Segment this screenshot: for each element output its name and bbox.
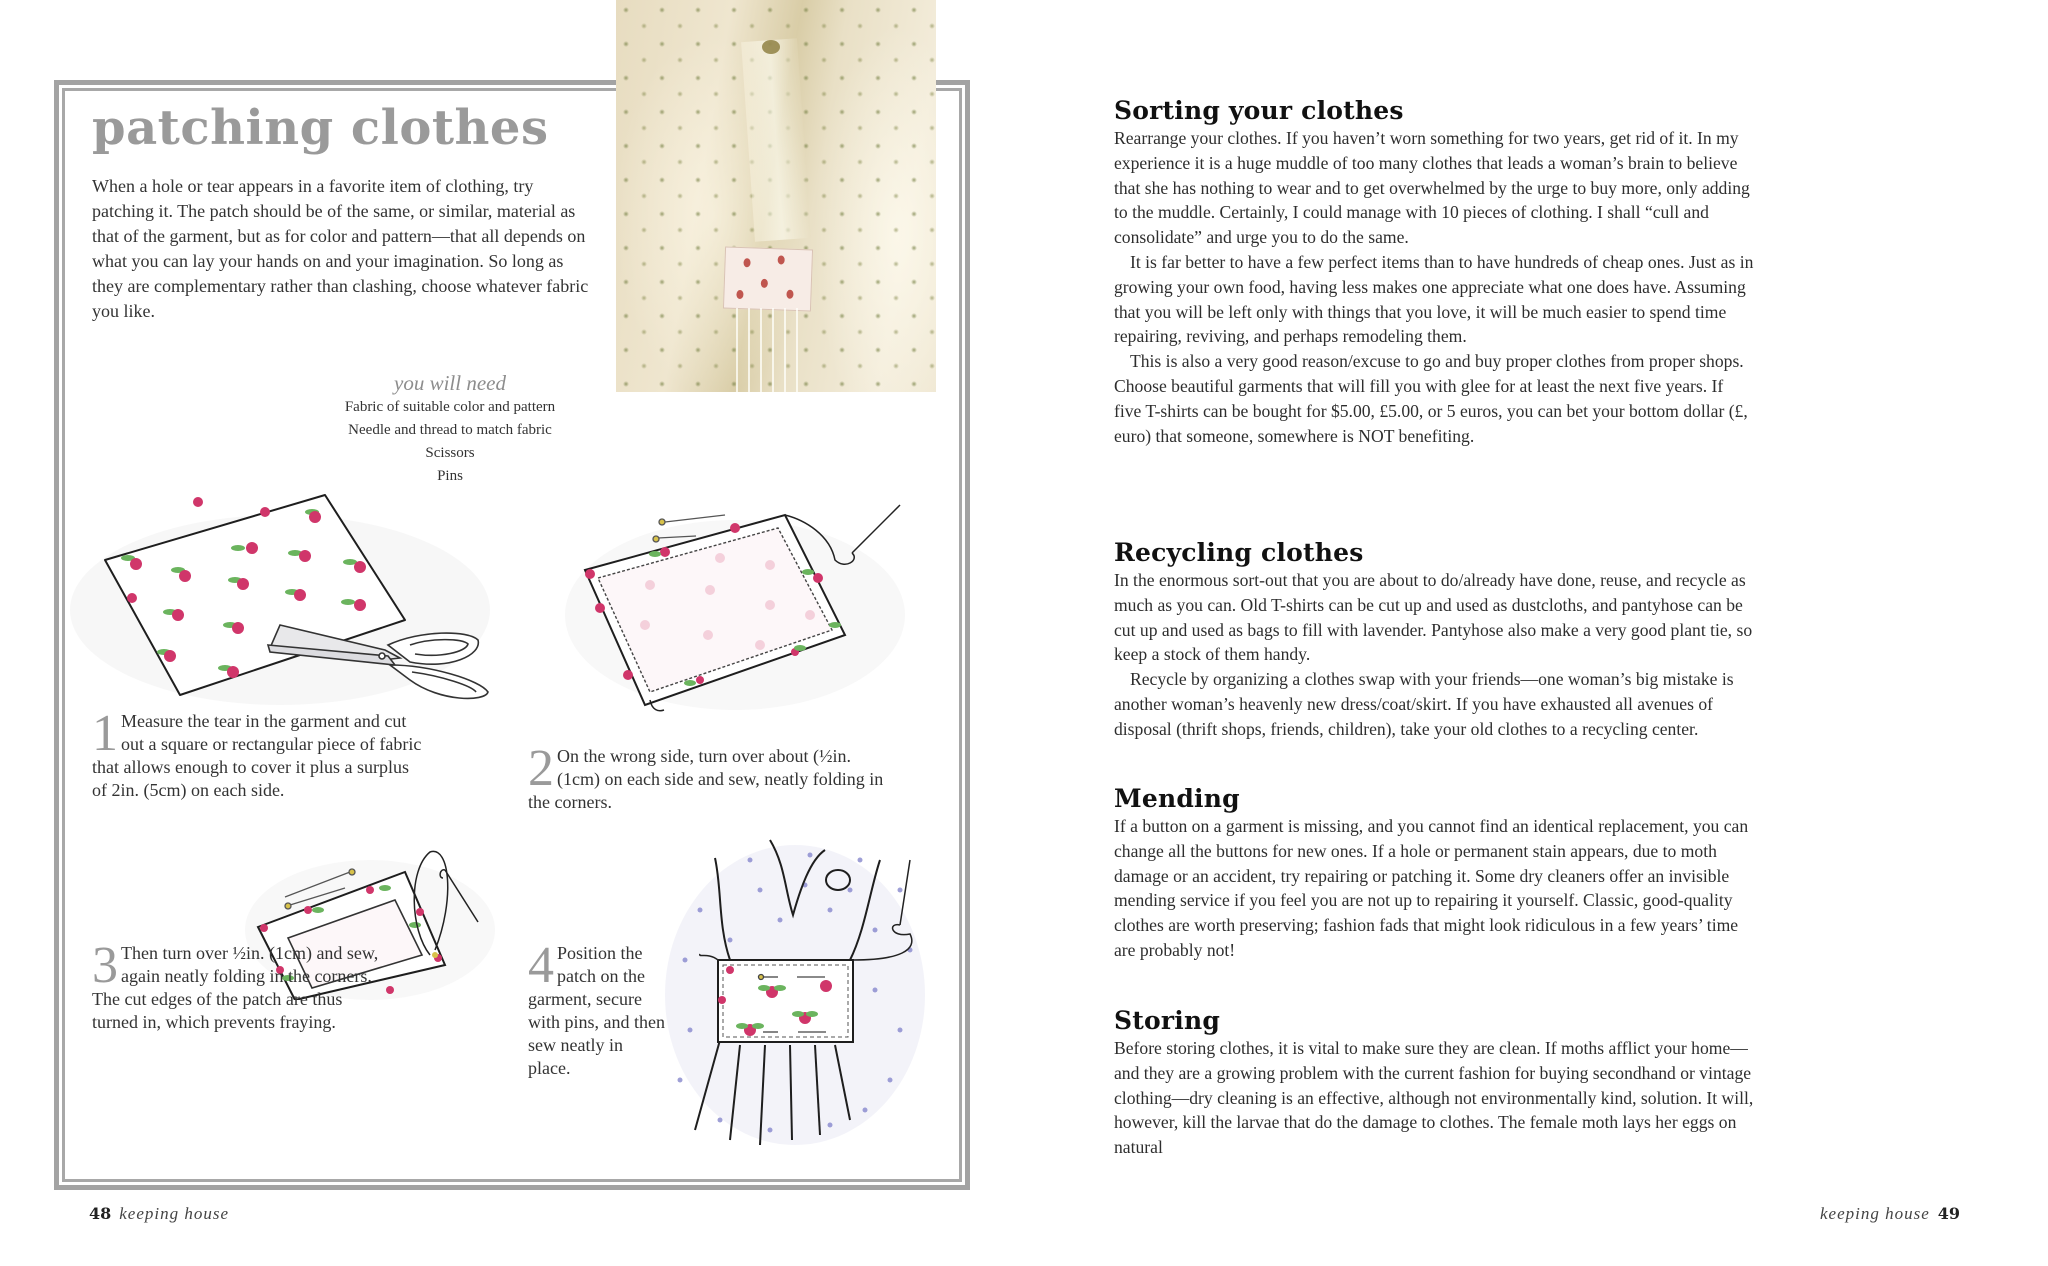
hemmed-patch-illustration (560, 490, 910, 720)
paragraph: Rearrange your clothes. If you haven’t worn something for two years, get rid of it. In my experience it is a huge muddle of too many clothes that leads a woman’s brain to believe that she has nothing to wear and to get overwhelmed by the urge to buy more, only adding to the muddle. Certainly, I could manage with 10 pieces of clothing. I shall “cull and consolidate” and urge you to do the same. (1114, 128, 1750, 248)
step-number: 3 (92, 937, 118, 994)
left-folio (89, 1204, 237, 1224)
running-head: keeping house (119, 1204, 230, 1223)
materials-item: Scissors (425, 445, 475, 461)
section-heading: Mending (1114, 784, 1240, 813)
paragraph: Recycle by organizing a clothes swap with your friends—one woman’s big mistake is another woman’s heavenly new dress/coat/skirt. If you have exhausted all avenues of disposal (thrift shops, friends, children), take your old clothes to a recycling center. (1114, 669, 1734, 739)
page-number: 48 (89, 1204, 112, 1223)
step-number: 1 (92, 705, 118, 762)
patched-shirt-photo (616, 0, 936, 392)
paragraph: If a button on a garment is missing, and you cannot find an identical replacement, you can change all the buttons for new ones. If a hole or permanent stain appears, due to moth damage or an accident, try repairing or patching it. Some dry cleaners offer an invisible mending service if you feel you are not up to repairing it yourself. Classic, good-quality clothes are worth preserving; fashion fads that might look ridiculous in a few years’ time are probably not! (1114, 816, 1749, 960)
paragraph: It is far better to have a few perfect items than to have hundreds of cheap ones. Just as in growing your own food, having less makes one appreciate what one does have. Assuming that you will be left only with things that you love, it will be much easier to spend time repairing, reviving, and perhaps remodeling them. (1114, 251, 1754, 347)
paragraph: In the enormous sort-out that you are about to do/already have done, reuse, and recycle as much as you can. Old T-shirts can be cut up and used as dustcloths, and pantyhose can be cut up and used as bags to fill with lavender. Pantyhose also make a very good plant tie, so keep a stock of them handy. (1114, 570, 1753, 665)
fabric-and-scissors-illustration (70, 480, 510, 710)
paragraph: Before storing clothes, it is vital to make sure they are clean. If moths afflict your home—and they are a growing problem with the current fashion for buying secondhand or vintage clothing—dry cleaning is an effective, although not environmentally kind, solution. It will, however, kill the larvae that do the damage to clothes. The female moth lays her eggs on natural (1114, 1038, 1754, 1158)
section-recycling-clothes (1114, 538, 1754, 742)
step-1 (92, 705, 422, 802)
section-sorting-clothes (1114, 96, 1754, 448)
materials-title: you will need (394, 371, 506, 395)
step-number: 2 (528, 740, 554, 797)
step-2 (528, 740, 898, 814)
shirt-button (762, 40, 780, 54)
materials-item: Fabric of suitable color and pattern (344, 399, 556, 415)
step-text: On the wrong side, turn over about (½in. (1cm) on each side and sew, neatly folding in the corners. (528, 746, 884, 812)
section-heading: Storing (1114, 1006, 1221, 1035)
garment-patch (718, 960, 853, 1042)
photo-patch (723, 246, 813, 311)
step-text: Then turn over ½in. (1cm) and sew, again neatly folding in the corners. The cut edges of the patch are thus turned in, which prevents fraying. (92, 943, 379, 1032)
materials-item: Pins (437, 468, 463, 484)
step-number: 4 (528, 937, 554, 994)
step-text: Position the patch on the garment, secure with pins, and then sew neatly in place. (528, 943, 665, 1078)
section-mending (1114, 784, 1754, 963)
right-folio (1812, 1204, 1960, 1224)
running-head: keeping house (1820, 1204, 1930, 1223)
step-4 (528, 937, 668, 1080)
page-title: patching clothes (92, 100, 549, 156)
paragraph: This is also a very good reason/excuse to go and buy proper clothes from proper shops. Choose beautiful garments that will fill you with glee for at least the next five years. If five T-shirts can be bought for $5.00, £5.00, or 5 euros, you can bet your bottom dollar (£, euro) that someone, somewhere is NOT benefiting. (1114, 351, 1748, 446)
section-storing (1114, 1006, 1754, 1160)
materials-item: Needle and thread to match fabric (348, 422, 552, 438)
patch-on-garment-illustration (660, 830, 930, 1150)
step-3 (92, 937, 392, 1034)
section-heading: Recycling clothes (1114, 538, 1364, 567)
step-text: Measure the tear in the garment and cut out a square or rectangular piece of fabric that allows enough to cover it plus a surplus of 2in. (5cm) on each side. (92, 711, 422, 800)
section-heading: Sorting your clothes (1114, 96, 1404, 125)
page-number: 49 (1937, 1204, 1961, 1223)
materials-list (300, 370, 600, 488)
intro-paragraph: When a hole or tear appears in a favorite item of clothing, try patching it. The patch should be of the same, or similar, material as that of the garment, but as for color and pattern—that all depends on what you can lay your hands on and your imagination. So long as they are complementary rather than clashing, choose whatever fabric you like. (92, 176, 589, 321)
